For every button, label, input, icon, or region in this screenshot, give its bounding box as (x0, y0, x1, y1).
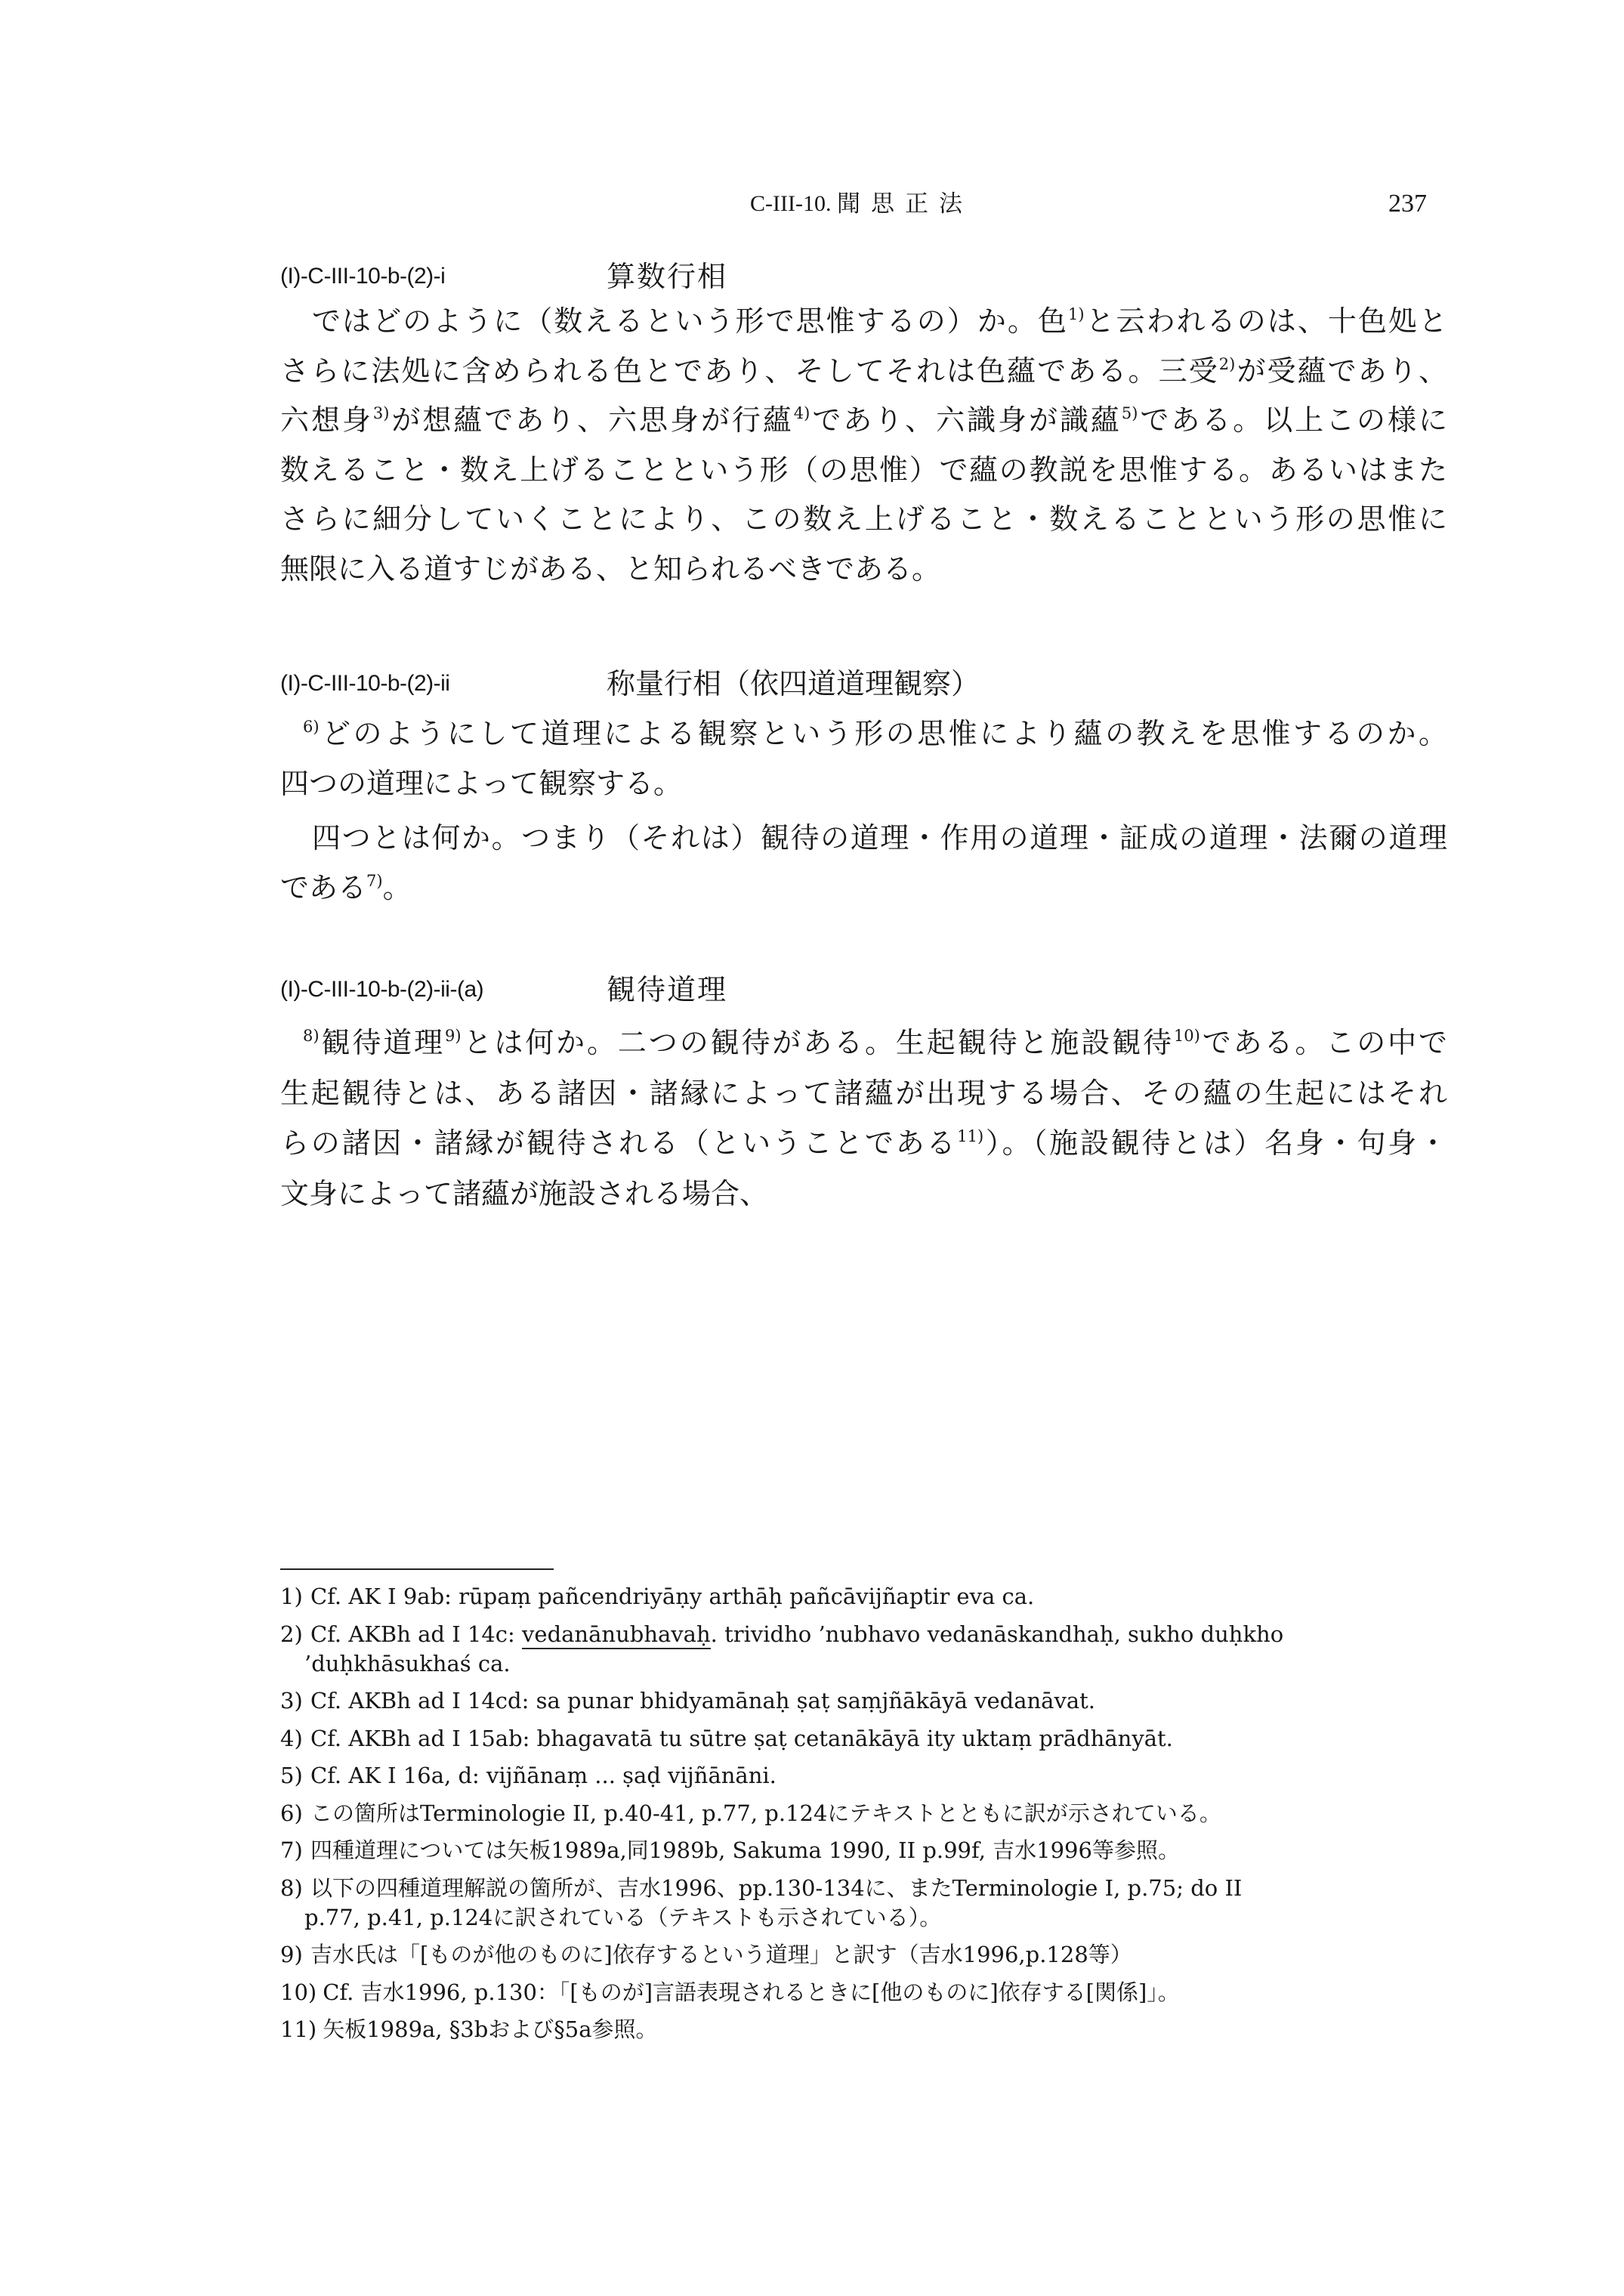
section-number: (I)-C-III-10-b-(2)-ii-(a) (280, 977, 484, 1002)
footnote-line (280, 1903, 1447, 1933)
body-text: であり、六識身が識蘊 (810, 403, 1122, 437)
footnote-text: . trividho ’nubhavo vedanāskandhaḥ, sukho duḥkho (710, 1621, 1284, 1647)
body-text: 観待道理 (319, 1026, 446, 1059)
section-title: 称量行相（依四道道理観察） (607, 667, 980, 700)
footnote-text: 四種道理については矢板1989a,同1989b, Sakuma 1990, II p.99f, 吉水1996等参照。 (310, 1837, 1180, 1863)
body-line (280, 1018, 1447, 1068)
footnote-line (280, 1874, 1447, 1903)
section-number: (I)-C-III-10-b-(2)-i (280, 264, 446, 289)
section-number: (I)-C-III-10-b-(2)-ii (280, 671, 450, 696)
footnote-text: Cf. AK I 9ab: rūpaṃ pañcendriyāṇy arthāḥ pañcāvijñaptir eva ca. (310, 1584, 1035, 1609)
footnote-ref: 3) (372, 404, 390, 423)
footnote-text: Cf. AKBh ad I 14cd: sa punar bhidyamānaḥ ṣaṭ saṃjñākāyā vedanāvat. (310, 1688, 1096, 1714)
body-line (280, 709, 1447, 759)
footnote-ref: 2) (1218, 354, 1236, 373)
footnote-number: 1) (280, 1584, 303, 1609)
body-line (280, 759, 1447, 809)
footnote-line (280, 1582, 1447, 1612)
page-number: 237 (1388, 190, 1427, 218)
footnote-number: 6) (280, 1800, 303, 1826)
body-text: 。 (382, 870, 412, 904)
section-heading (280, 661, 1447, 706)
footnote-line (280, 1761, 1447, 1791)
body-line (280, 864, 1447, 913)
body-text: どのようにして道理による観察という形の思惟により蘊の教えを思惟するのか。 (319, 717, 1447, 750)
footnote-number: 2) (280, 1621, 303, 1647)
body-text: さらに細分していくことにより、この数え上げること・数えることという形の思惟に (280, 502, 1447, 536)
footnote-ref: 11) (957, 1127, 984, 1145)
footnote-number: 3) (280, 1688, 303, 1714)
footnote (280, 1836, 1447, 1865)
body-text: 無限に入る道すじがある、と知られるべきである。 (280, 552, 941, 586)
body-text: 四つの道理によって観察する。 (280, 766, 683, 800)
footnote-number: 4) (280, 1725, 303, 1751)
body-line (280, 347, 1447, 397)
footnote-ref: 7) (366, 871, 383, 890)
footnote-text: Cf. 吉水1996, p.130：「[ものが]言語表現されるときに[他のものに]依存する[関係]」。 (323, 1979, 1180, 2005)
handwritten-underlined-term: vedanānubhavaḥ (522, 1621, 711, 1649)
footnote-line (280, 2015, 1447, 2044)
body-text: 数えること・数え上げることという形（の思惟）で蘊の教説を思惟する。あるいはまた (280, 453, 1447, 487)
footnote-ref: 1) (1067, 305, 1085, 323)
body-text: 文身によって諸蘊が施設される場合、 (280, 1176, 769, 1210)
footnote (280, 1620, 1447, 1679)
footnote (280, 1724, 1447, 1754)
footnote-line (280, 1686, 1447, 1716)
body-text: さらに法処に含められる色とであり、そしてそれは色蘊である。三受 (280, 354, 1219, 388)
footnote-line (280, 1978, 1447, 2007)
footnote (280, 2015, 1447, 2044)
footnote-text: Cf. AKBh ad I 15ab: bhagavatā tu sūtre ṣaṭ cetanākāyā ity uktaṃ prādhānyāt. (310, 1725, 1173, 1751)
footnote-ref: 8) (303, 1027, 320, 1045)
footnote-text: 矢板1989a, §3bおよび§5a参照。 (323, 2016, 658, 2042)
body-text: である (280, 870, 367, 904)
body-text: 生起観待とは、ある諸因・諸縁によって諸蘊が出現する場合、その蘊の生起にはそれ (280, 1076, 1447, 1110)
footnote-number: 5) (280, 1763, 303, 1788)
footnote (280, 1874, 1447, 1933)
footnote-text: この箇所はTerminologie II, p.40-41, p.77, p.124にテキストとともに訳が示されている。 (310, 1800, 1221, 1826)
footnote-text: Cf. AKBh ad I 14c: (310, 1621, 523, 1647)
footnote-line (280, 1724, 1447, 1754)
footnote-ref: 6) (303, 718, 320, 736)
footnote-text: Cf. AK I 16a, d: vijñānaṃ ... ṣaḍ vijñānāni. (310, 1763, 776, 1788)
footnote-text: ’duḥkhāsukhaś ca. (304, 1650, 511, 1676)
footnote (280, 1940, 1447, 1970)
body-line (280, 1118, 1447, 1169)
body-line (280, 297, 1447, 347)
footnote-number: 9) (280, 1942, 303, 1967)
body-text: である。以上この様に (1138, 403, 1447, 437)
body-text: が受蘊であり、 (1235, 354, 1447, 388)
body-line (280, 545, 1447, 595)
footnote-text: 以下の四種道理解説の箇所が、吉水1996、pp.130-134に、またTerminologie I, p.75; do II (310, 1874, 1243, 1901)
footnote-number: 11) (280, 2016, 317, 2042)
body-text: ）。（施設観待とは）名身・句身・ (983, 1126, 1447, 1160)
footnote-line (280, 1836, 1447, 1865)
footnote-text: 吉水氏は「[ものが他のものに]依存するという道理」と訳す（吉水1996,p.128等） (310, 1942, 1132, 1967)
body-text: 六想身 (280, 403, 373, 437)
footnote-line (280, 1649, 1447, 1679)
section-heading (280, 254, 1447, 299)
footnote-ref: 4) (793, 404, 810, 423)
footnote-ref: 10) (1173, 1027, 1200, 1045)
footnote-number: 8) (280, 1874, 303, 1901)
section-body (280, 1018, 1447, 1219)
footnote-ref: 9) (445, 1027, 462, 1045)
footnote (280, 1799, 1447, 1828)
footnote (280, 1582, 1447, 1612)
footnote-line (280, 1799, 1447, 1828)
footnote-number: 10) (280, 1979, 317, 2005)
body-line (280, 1068, 1447, 1119)
footnote (280, 1686, 1447, 1716)
body-line (280, 446, 1447, 496)
section-title: 算数行相 (607, 260, 728, 293)
body-text: と云われるのは、十色処と (1084, 304, 1447, 338)
section-title: 観待道理 (607, 973, 728, 1006)
footnotes (280, 1582, 1447, 2053)
body-text: である。この中で (1199, 1026, 1447, 1059)
footnote-line (280, 1940, 1447, 1970)
footnote-separator-rule (280, 1568, 554, 1570)
chapter-title: 聞思正法 (837, 190, 973, 218)
body-line (280, 495, 1447, 545)
body-line (280, 814, 1447, 864)
body-text: ではどのように（数えるという形で思惟するの）か。色 (312, 304, 1068, 338)
section-body (280, 709, 1447, 913)
section-heading (280, 967, 1447, 1012)
footnote-ref: 5) (1121, 404, 1138, 423)
footnote (280, 1761, 1447, 1791)
footnote-number: 7) (280, 1837, 303, 1863)
footnote (280, 1978, 1447, 2007)
body-text: らの諸因・諸縁が観待される（ということである (280, 1126, 958, 1160)
body-line (280, 396, 1447, 446)
body-text: とは何か。二つの観待がある。生起観待と施設観待 (461, 1026, 1174, 1059)
body-text: が想蘊であり、六思身が行蘊 (389, 403, 794, 437)
footnote-text: p.77, p.41, p.124に訳されている（テキストも示されている）。 (304, 1904, 942, 1930)
running-head: C-III-10. (750, 191, 832, 216)
body-text: 四つとは何か。つまり（それは）観待の道理・作用の道理・証成の道理・法爾の道理 (312, 821, 1447, 855)
body-line (280, 1169, 1447, 1219)
section-body (280, 297, 1447, 595)
footnote-line (280, 1620, 1447, 1649)
